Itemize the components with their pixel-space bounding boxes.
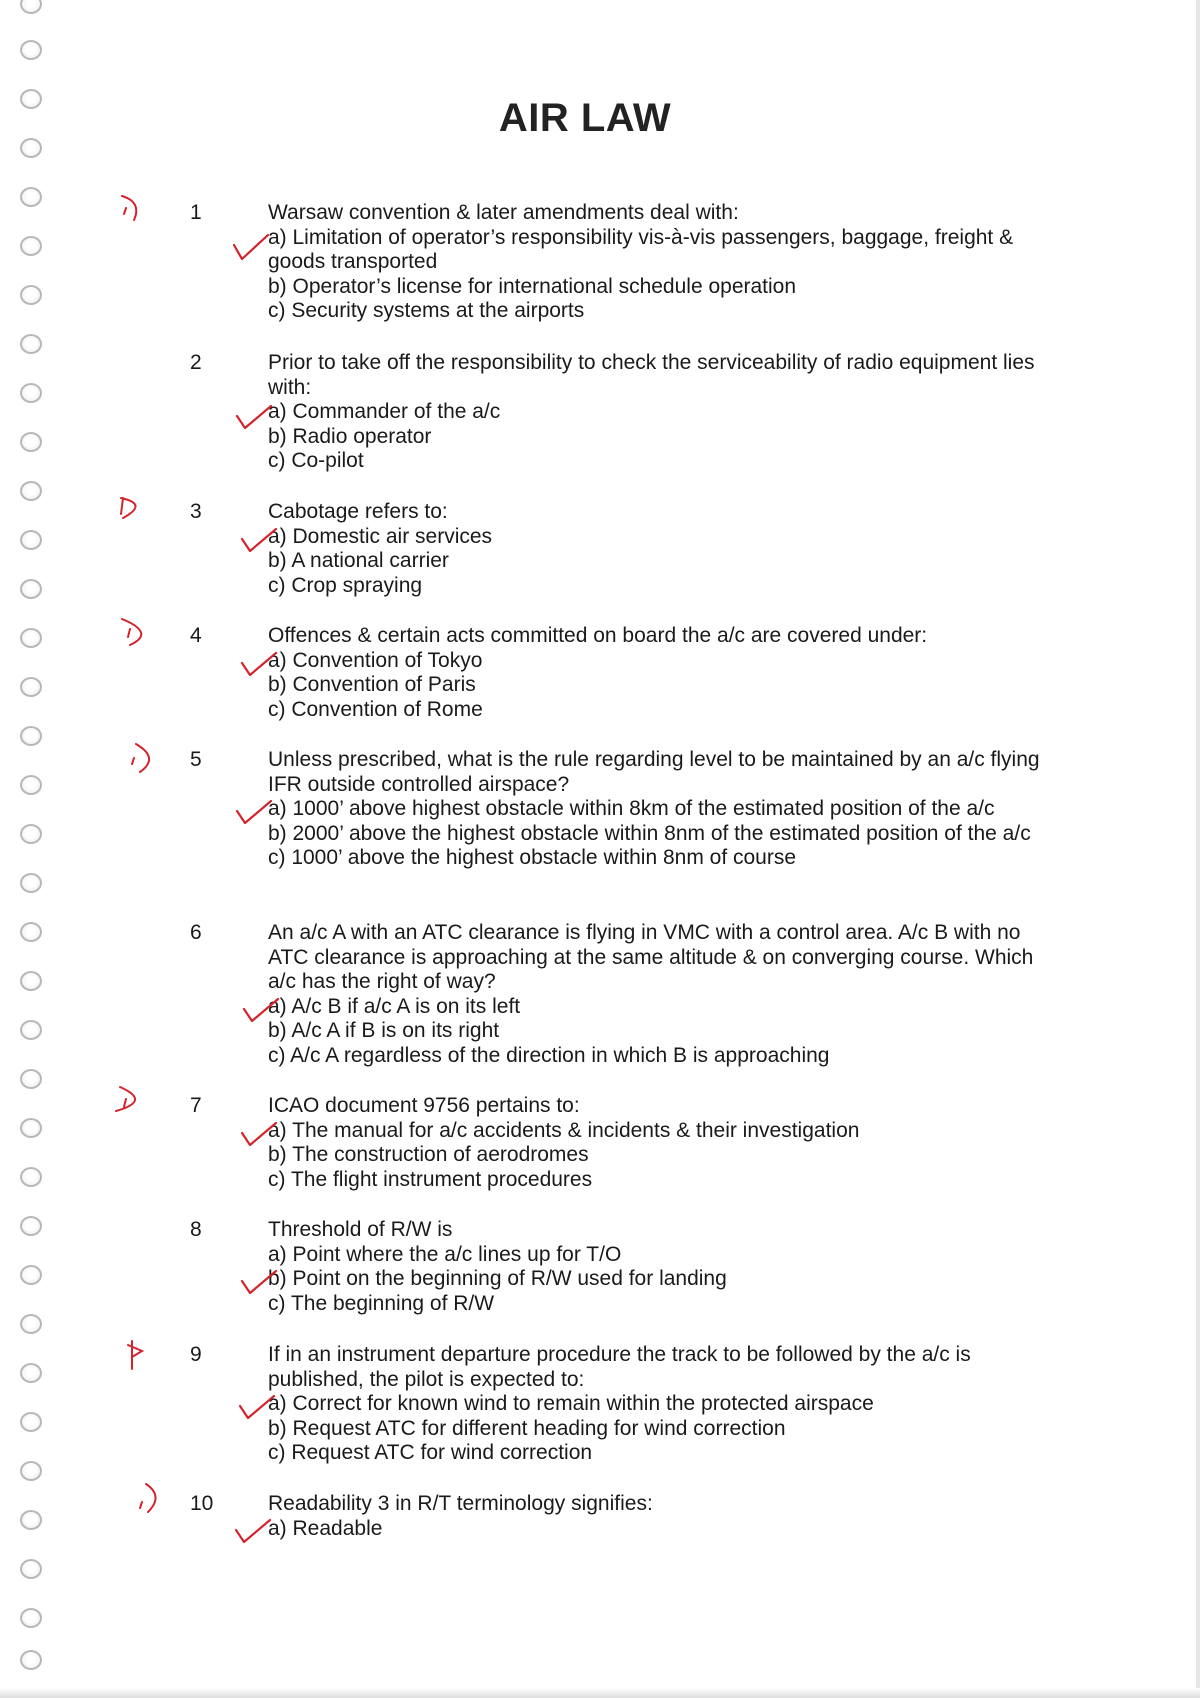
question-number: 1 [190,201,202,224]
answer-option: a) Limitation of operator’s responsibility vis-à-vis passengers, baggage, freight & goods transported [268,225,1014,273]
binder-hole [20,1363,42,1383]
question-stem: An a/c A with an ATC clearance is flying in VMC with a control area. A/c B with no ATC clearance is approaching at the same altitude & on converging course. Which a/c has the right of way? [268,921,1034,993]
answer-option: b) Point on the beginning of R/W used for landing [268,1267,727,1290]
binder-hole [20,1216,42,1236]
binder-hole [20,530,42,550]
binder-hole [20,138,42,158]
binder-hole [20,1608,42,1628]
question-stem: Readability 3 in R/T terminology signifies: [268,1492,653,1515]
binder-hole [20,1020,42,1040]
margin-mark-icon [122,740,166,780]
question-body [268,500,1048,598]
binder-hole [20,1412,42,1432]
question-number: 2 [190,351,202,374]
answer-option: b) Operator’s license for international schedule operation [268,274,797,298]
binder-hole [20,285,42,305]
page-title: AIR LAW [498,96,672,140]
tick-icon [240,649,280,679]
question-body [268,351,1048,474]
answer-option: b) A national carrier [268,549,449,572]
binder-hole [20,1461,42,1481]
binder-hole [20,1167,42,1187]
binder-hole [20,579,42,599]
answer-option: a) A/c B if a/c A is on its left [268,994,521,1018]
binder-hole [20,334,42,354]
margin-mark-icon [116,613,160,653]
binder-hole [20,0,42,14]
answer-option: a) Point where the a/c lines up for T/O [268,1242,622,1266]
binder-hole [20,726,42,746]
answer-option: c) Security systems at the airports [268,299,585,322]
answer-option: a) Correct for known wind to remain within the protected airspace [268,1392,874,1415]
answer-option: b) A/c A if B is on its right [268,1019,500,1042]
question-stem: Threshold of R/W is [268,1218,453,1241]
margin-mark-icon [115,488,159,528]
binder-hole [20,187,42,207]
tick-icon [240,1267,280,1297]
question-body [268,1218,1048,1316]
binder-hole [20,383,42,403]
binder-hole [20,1118,42,1138]
question-stem: ICAO document 9756 pertains to: [268,1094,580,1117]
question-stem: Offences & certain acts committed on board the a/c are covered under: [268,624,928,647]
question-number: 8 [190,1218,202,1241]
answer-option: b) 2000’ above the highest obstacle within 8nm of the estimated position of the a/c [268,821,1031,845]
binder-hole [20,922,42,942]
question-stem: Warsaw convention & later amendments deal with: [268,201,739,224]
question-number: 10 [190,1492,214,1515]
margin-mark-icon [134,1480,178,1520]
binder-hole [20,236,42,256]
question-stem: Cabotage refers to: [268,500,448,523]
margin-mark-icon [118,1335,162,1375]
answer-option: c) 1000’ above the highest obstacle within 8nm of course [268,846,797,869]
binder-hole [20,677,42,697]
binder-hole [20,1314,42,1334]
answer-option: c) Request ATC for wind correction [268,1441,593,1464]
answer-option: a) Commander of the a/c [268,400,501,423]
binder-hole [20,1650,42,1670]
answer-option: b) The construction of aerodromes [268,1143,589,1166]
binder-hole [20,1559,42,1579]
binder-hole [20,775,42,795]
tick-icon [235,402,275,432]
answer-option: a) Convention of Tokyo [268,648,483,672]
answer-option: c) The beginning of R/W [268,1291,495,1315]
binder-hole [20,873,42,893]
answer-option: b) Convention of Paris [268,673,476,696]
tick-icon [242,995,282,1025]
binder-hole [20,971,42,991]
binder-hole [20,824,42,844]
question-body [268,1094,1048,1192]
tick-icon [240,1119,280,1149]
tick-icon [234,1516,274,1546]
question-body [268,1343,1048,1466]
answer-option: a) The manual for a/c accidents & incidents & their investigation [268,1118,860,1142]
tick-icon [240,525,280,555]
answer-option: b) Radio operator [268,424,432,448]
page-edge [0,1688,1200,1698]
answer-option: c) Convention of Rome [268,697,483,721]
margin-mark-icon [112,188,156,228]
question-number: 4 [190,624,202,647]
binder-hole [20,481,42,501]
answer-option: c) A/c A regardless of the direction in which B is approaching [268,1043,830,1067]
answer-option: a) 1000’ above highest obstacle within 8km of the estimated position of the a/c [268,797,995,820]
tick-icon [235,797,275,827]
question-number: 6 [190,921,202,944]
binder-hole [20,40,42,60]
binder-hole [20,1069,42,1089]
binder-hole [20,432,42,452]
question-number: 5 [190,748,202,771]
binder-hole [20,1510,42,1530]
answer-option: b) Request ATC for different heading for wind correction [268,1416,786,1440]
question-body [268,1492,1048,1541]
answer-option: c) Crop spraying [268,573,423,597]
question-body [268,921,1048,1068]
answer-option: c) The flight instrument procedures [268,1167,593,1191]
tick-icon [232,233,272,263]
question-number: 7 [190,1094,202,1117]
answer-option: c) Co-pilot [268,449,364,472]
question-body [268,201,1048,324]
question-stem: Unless prescribed, what is the rule regarding level to be maintained by an a/c flying IFR outside controlled airspace? [268,748,1040,796]
margin-mark-icon [112,1083,156,1123]
binder-hole [20,628,42,648]
question-body [268,748,1048,871]
question-number: 9 [190,1343,202,1366]
page-edge [1196,0,1200,1698]
question-number: 3 [190,500,202,523]
answer-option: a) Readable [268,1516,383,1540]
question-stem: If in an instrument departure procedure the track to be followed by the a/c is published, the pilot is expected to: [268,1343,971,1391]
question-stem: Prior to take off the responsibility to check the serviceability of radio equipment lies with: [268,351,1035,399]
question-body [268,624,1048,722]
answer-option: a) Domestic air services [268,524,493,548]
tick-icon [238,1392,278,1422]
binder-hole [20,1265,42,1285]
